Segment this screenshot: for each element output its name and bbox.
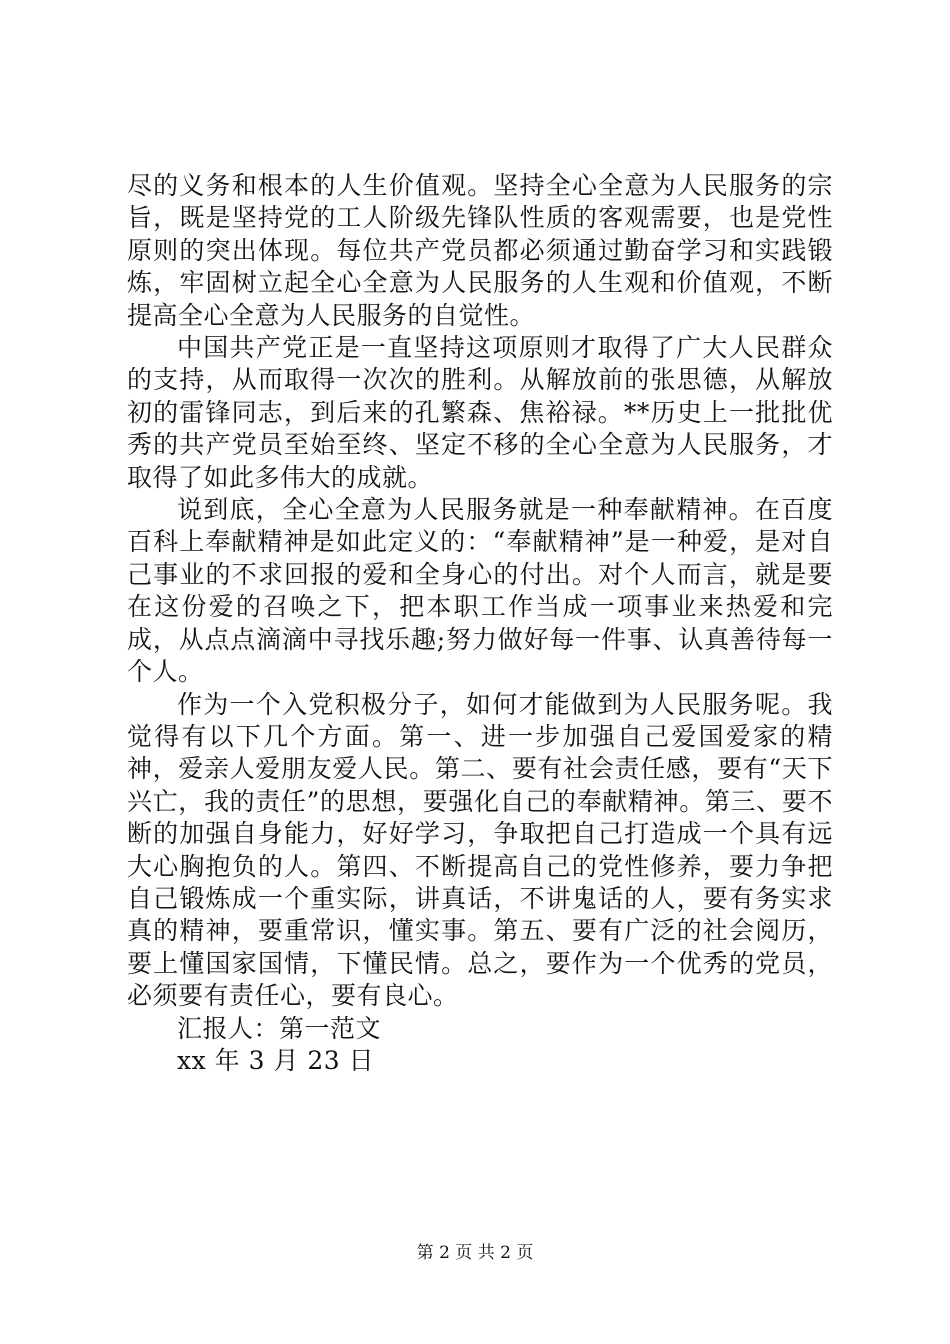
page-footer: 第 2 页 共 2 页 <box>416 1243 534 1263</box>
reporter-signature: 汇报人：第一范文 <box>177 1013 382 1043</box>
report-date: xx 年 3 月 23 日 <box>177 1045 375 1075</box>
paragraph-party-history: 中国共产党正是一直坚持这项原则才取得了广大人民群众的支持，从而取得一次次的胜利。从解放前的张思德，从解放初的雷锋同志，到后来的孔繁森、焦裕禄。**历史上一批批优秀的共产党员至始至终、坚定不移的全心全意为人民服务，才取得了如此多伟大的成就。 <box>127 333 833 492</box>
paragraph-dedication-spirit: 说到底，全心全意为人民服务就是一种奉献精神。在百度百科上奉献精神是如此定义的：“奉献精神”是一种爱，是对自己事业的不求回报的爱和全身心的付出。对个人而言，就是要在这份爱的召唤之下，把本职工作当成一项事业来热爱和完成，从点点滴滴中寻找乐趣;努力做好每一件事、认真善待每一个人。 <box>127 495 833 687</box>
paragraph-continuation: 尽的义务和根本的人生价值观。坚持全心全意为人民服务的宗旨，既是坚持党的工人阶级先锋队性质的客观需要，也是党性原则的突出体现。每位共产党员都必须通过勤奋学习和实践锻炼，牢固树立起全心全意为人民服务的人生观和价值观，不断提高全心全意为人民服务的自觉性。 <box>127 171 833 330</box>
paragraph-how-to-serve: 作为一个入党积极分子，如何才能做到为人民服务呢。我觉得有以下几个方面。第一、进一步加强自己爱国爱家的精神，爱亲人爱朋友爱人民。第二、要有社会责任感，要有“天下兴亡，我的责任”的思想，要强化自己的奉献精神。第三、要不断的加强自身能力，好好学习，争取把自己打造成一个具有远大心胸抱负的人。第四、不断提高自己的党性修养，要力争把自己锻炼成一个重实际，讲真话，不讲鬼话的人，要有务实求真的精神，要重常识，懂实事。第五、要有广泛的社会阅历，要上懂国家国情，下懂民情。总之，要作为一个优秀的党员，必须要有责任心，要有良心。 <box>127 689 833 1011</box>
document-body <box>127 170 833 1077</box>
